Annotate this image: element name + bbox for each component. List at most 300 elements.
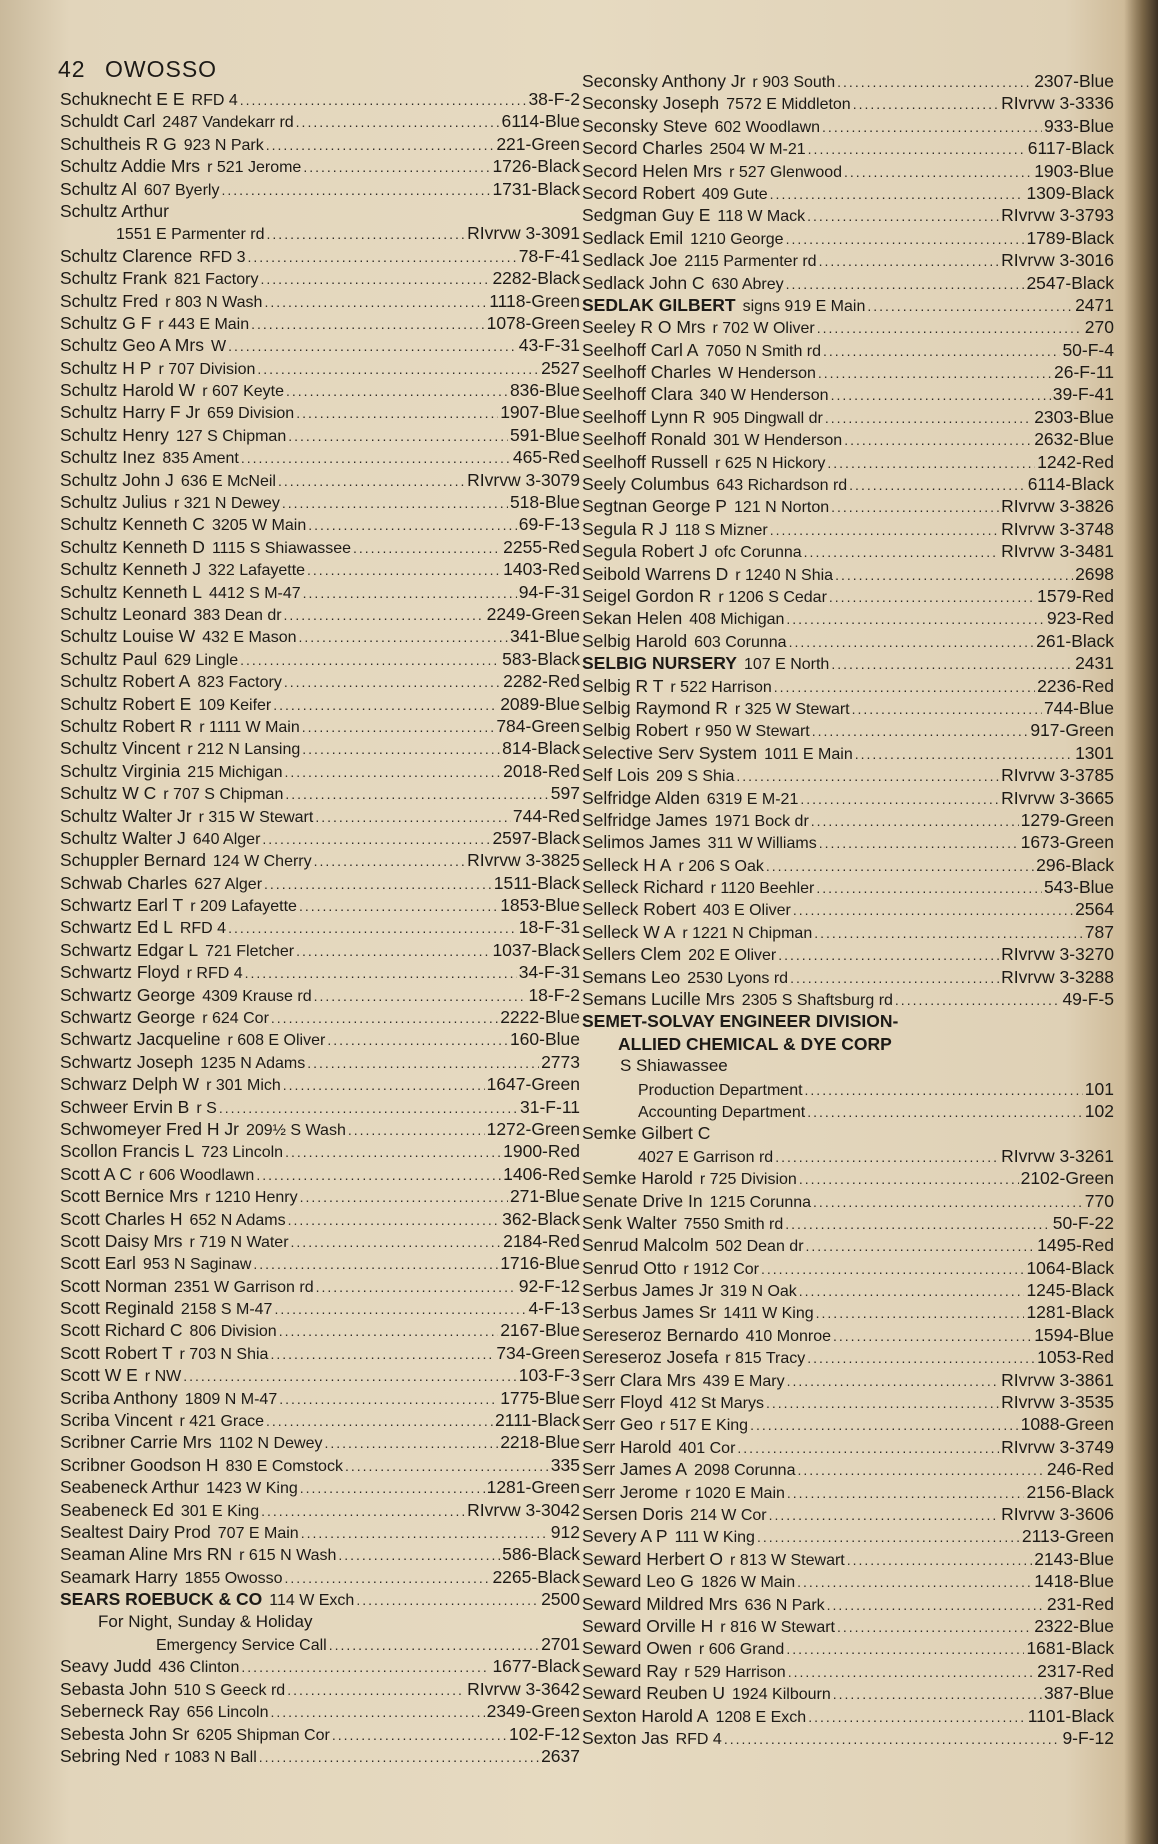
leader-dots	[296, 402, 498, 423]
listing-phone: 2500	[541, 1589, 580, 1610]
leader-dots	[262, 828, 490, 849]
listing-address: r 209 Lafayette	[190, 898, 297, 916]
leader-dots	[797, 1459, 1044, 1480]
listing-entry	[60, 1566, 580, 1588]
listing-phone: RIvrvw 3-3749	[1001, 1436, 1114, 1457]
leader-dots	[799, 1168, 1019, 1189]
leader-dots	[827, 452, 1035, 473]
listing-name: Schultz Kenneth L	[60, 581, 203, 602]
leader-dots	[786, 1638, 1024, 1659]
listing-phone: 923-Red	[1046, 608, 1114, 629]
listing-phone: 2698	[1075, 563, 1114, 584]
listing-entry	[582, 898, 1114, 920]
leader-dots	[800, 788, 999, 809]
listing-address: RFD 4	[191, 92, 238, 109]
leader-dots	[786, 273, 1025, 294]
listing-entry	[60, 961, 580, 983]
listing-address: 319 N Oak	[720, 1283, 797, 1301]
listing-name: Severy A P	[582, 1526, 668, 1547]
listing-address: 1215 Corunna	[709, 1193, 812, 1211]
listing-address: 409 Gute	[701, 185, 768, 203]
listing-name: Schultz Kenneth C	[60, 514, 205, 535]
leader-dots	[750, 1414, 1019, 1435]
leader-dots	[806, 1235, 1036, 1256]
listing-name: Schwartz Edgar L	[60, 939, 199, 960]
listing-phone: 2632-Blue	[1034, 429, 1114, 450]
listing-address: 1826 W Main	[700, 1574, 796, 1592]
listing-entry	[60, 670, 580, 692]
listing-address: r 517 E King	[660, 1417, 749, 1435]
leader-dots	[818, 362, 1052, 383]
listing-phone: 1647-Green	[486, 1074, 580, 1095]
listing-phone: 1594-Blue	[1034, 1324, 1114, 1345]
listing-name: Schultz Geo A Mrs	[60, 335, 204, 356]
leader-dots	[808, 138, 1026, 159]
listing-entry	[60, 693, 580, 715]
listing-name: Schwartz Jacqueline	[60, 1029, 221, 1050]
listing-entry	[60, 1051, 580, 1073]
listing-address: 202 E Oliver	[688, 947, 777, 965]
listing-name: Sedlack Joe	[582, 250, 678, 271]
listing-name: Schultz Virginia	[60, 760, 181, 781]
leader-dots	[785, 1213, 1050, 1234]
listing-phone: RIvrvw 3-3270	[1001, 944, 1114, 965]
listing-name: Schultz Frank	[60, 268, 167, 289]
listing-entry	[582, 182, 1114, 204]
leader-dots	[769, 1504, 1000, 1525]
listing-phone: 2322-Blue	[1034, 1615, 1114, 1636]
listing-phone: 6114-Blue	[501, 111, 580, 132]
leader-dots	[770, 183, 1025, 204]
listing-address: 2530 Lyons rd	[687, 969, 789, 987]
listing-phone: 34-F-31	[518, 962, 580, 983]
listing-address: r 903 South	[752, 74, 836, 91]
listing-name: Selleck Richard	[582, 877, 704, 898]
listing-phone: 296-Black	[1036, 854, 1114, 875]
leader-dots	[302, 716, 495, 737]
leader-dots	[279, 1388, 498, 1409]
listing-entry	[582, 1436, 1114, 1458]
listing-entry	[60, 715, 580, 737]
listing-address: RFD 4	[675, 1730, 722, 1748]
listing-entry	[582, 1391, 1114, 1413]
listing-phone: 1853-Blue	[500, 895, 580, 916]
listing-address: 602 Woodlawn	[714, 118, 821, 136]
leader-dots	[807, 1347, 1035, 1368]
listing-address: 383 Dean dr	[193, 606, 282, 624]
leader-dots	[307, 559, 501, 580]
listing-entry	[60, 782, 580, 804]
listing-name: Secord Robert	[582, 182, 695, 203]
leader-dots	[332, 1724, 507, 1745]
leader-dots	[808, 1706, 1026, 1727]
listing-address: 502 Dean dr	[715, 1238, 804, 1256]
listing-name: Schultz Inez	[60, 447, 156, 468]
listing-entry	[60, 1723, 580, 1745]
listing-name: Schultz Louise W	[60, 626, 196, 647]
listing-address: 659 Division	[207, 405, 295, 423]
listing-address: 301 E King	[180, 1502, 260, 1520]
listing-entry	[60, 155, 580, 177]
leader-dots	[240, 89, 527, 110]
listing-address: r 315 W Stewart	[198, 808, 314, 826]
listing-address: 432 E Mason	[202, 629, 297, 647]
listing-entry	[582, 540, 1114, 562]
listing-name: Segula Robert J	[582, 541, 708, 562]
listing-name: Seconsky Joseph	[582, 93, 720, 114]
listing-entry	[60, 916, 580, 938]
listing-phone: 50-F-4	[1062, 339, 1114, 360]
listing-entry	[60, 1745, 580, 1767]
listing-entry	[60, 469, 580, 491]
listing-address: 7550 Smith rd	[683, 1215, 784, 1233]
listing-name: Seward Owen	[582, 1638, 692, 1659]
leader-dots	[240, 649, 500, 670]
listing-entry	[582, 1078, 1114, 1100]
listing-entry	[582, 809, 1114, 831]
listing-name: Scott W E	[60, 1365, 138, 1386]
listing-name: Serbus James Jr	[582, 1280, 714, 1301]
listing-name: Schultz Harry F Jr	[60, 402, 201, 423]
listing-phone: RIvrvw 3-3642	[467, 1678, 580, 1699]
listing-address: r 816 W Stewart	[720, 1618, 835, 1636]
leader-dots	[829, 586, 1035, 607]
leader-dots	[228, 335, 517, 356]
listing-address: 439 E Mary	[702, 1372, 785, 1390]
listing-entry	[60, 1342, 580, 1364]
listing-name: Serr James A	[582, 1459, 688, 1480]
listing-phone: 2018-Red	[503, 760, 580, 781]
listing-name: Serr Floyd	[582, 1392, 663, 1413]
leader-dots	[817, 317, 1083, 338]
leader-dots	[844, 161, 1032, 182]
leader-dots	[853, 93, 999, 114]
listing-name: Schultz Robert R	[60, 715, 193, 736]
listing-address: 215 Michigan	[187, 763, 283, 781]
listing-address: 410 Monroe	[745, 1327, 832, 1345]
listing-name: Serr Geo	[582, 1414, 653, 1435]
listing-name: Schultz Fred	[60, 290, 159, 311]
listing-entry	[582, 1570, 1114, 1592]
listing-address: r 624 Cor	[202, 1010, 269, 1028]
listing-name: Scott Reginald	[60, 1298, 174, 1319]
listing-entry	[582, 272, 1114, 294]
listing-phone: RIvrvw 3-3042	[467, 1499, 580, 1520]
listing-address: 923 N Park	[183, 136, 264, 154]
listing-address: r 443 E Main	[158, 315, 250, 333]
listing-phone: 1279-Green	[1020, 809, 1114, 830]
listing-address: 2504 W M-21	[709, 141, 806, 159]
listing-phone: RIvrvw 3-3535	[1001, 1392, 1114, 1413]
listing-address: 4309 Krause rd	[202, 987, 312, 1005]
listing-address: 107 E North	[743, 656, 830, 674]
listing-entry	[60, 1096, 580, 1118]
listing-entry	[60, 1073, 580, 1095]
listing-name: Semans Leo	[582, 966, 681, 987]
listing-phone: 787	[1084, 921, 1114, 942]
listing-address: r 719 N Water	[189, 1233, 289, 1251]
listing-address: 905 Dingwall dr	[712, 409, 823, 427]
listing-name: Scott Robert T	[60, 1342, 173, 1363]
leader-dots	[338, 1544, 500, 1565]
leader-dots	[757, 1526, 1020, 1547]
listing-phone: 1418-Blue	[1034, 1571, 1114, 1592]
listing-phone: 1511-Black	[493, 872, 580, 893]
listing-phone: 4-F-13	[528, 1298, 580, 1319]
listing-entry	[582, 1615, 1114, 1637]
listing-entry	[582, 294, 1114, 316]
listing-entry	[60, 625, 580, 647]
listing-address: 835 Ament	[162, 450, 239, 468]
leader-dots	[296, 111, 500, 132]
listing-name: Scott A C	[60, 1163, 132, 1184]
listing-name: Selfridge James	[582, 809, 708, 830]
listing-name: Seelhoff Lynn R	[582, 406, 706, 427]
listing-name: Sebasta John	[60, 1678, 168, 1699]
leader-dots	[837, 1616, 1032, 1637]
listing-address: r 325 W Stewart	[734, 700, 850, 718]
listing-name: Segtnan George P	[582, 496, 727, 517]
listing-entry	[582, 1548, 1114, 1570]
listing-address: 436 Clinton	[158, 1659, 240, 1677]
listing-name: Senrud Malcolm	[582, 1235, 709, 1256]
listing-phone: 1064-Black	[1026, 1257, 1114, 1278]
listing-entry	[582, 1660, 1114, 1682]
leader-dots	[736, 765, 999, 786]
listing-address: 1551 E Parmenter rd	[116, 226, 265, 244]
listing-address: 1102 N Dewey	[218, 1435, 323, 1453]
leader-dots	[847, 1549, 1032, 1570]
listing-phone: 744-Blue	[1043, 697, 1114, 718]
listing-name: Selleck W A	[582, 921, 676, 942]
listing-phone: 586-Black	[502, 1544, 580, 1565]
listing-entry	[582, 1413, 1114, 1435]
listing-phone: 770	[1084, 1190, 1114, 1211]
leader-dots	[298, 626, 507, 647]
listing-address: 118 W Mack	[717, 208, 806, 226]
listing-phone: 1726-Black	[492, 156, 580, 177]
listing-name: Semans Lucille Mrs	[582, 989, 735, 1010]
leader-dots	[287, 1679, 465, 1700]
leader-dots	[816, 877, 1042, 898]
listing-address: 6205 Shipman Cor	[196, 1726, 330, 1744]
listing-address: 209½ S Wash	[245, 1121, 346, 1139]
listing-name: Semke Gilbert C	[582, 1123, 711, 1144]
listing-entry	[60, 1387, 580, 1409]
listing-address: W Henderson	[718, 365, 816, 383]
listing-name: Seamark Harry	[60, 1566, 178, 1587]
listing-address: 403 E Oliver	[702, 902, 791, 920]
leader-dots	[867, 295, 1073, 316]
listing-name: Selbig R T	[582, 675, 664, 696]
listing-subline: For Night, Sunday & Holiday	[98, 1611, 313, 1631]
listing-address: 721 Fletcher	[205, 942, 295, 960]
listing-address: r 527 Glenwood	[729, 163, 843, 181]
listing-address: 2158 S M-47	[180, 1301, 273, 1319]
listing-address: r 1120 Beehler	[710, 880, 815, 898]
leader-dots	[327, 1029, 508, 1050]
listing-entry	[60, 1028, 580, 1050]
leader-dots	[308, 514, 517, 535]
listing-name: Selimos James	[582, 832, 701, 853]
listing-name: Serr Clara Mrs	[582, 1369, 696, 1390]
listing-address: r 703 N Shia	[179, 1345, 269, 1363]
leader-dots	[786, 228, 1025, 249]
listing-phone: 31-F-11	[520, 1096, 580, 1117]
leader-dots	[221, 179, 490, 200]
listing-name: Schuknecht E E	[60, 89, 185, 109]
leader-dots	[274, 1298, 526, 1319]
listing-phone: 246-Red	[1046, 1459, 1114, 1480]
listing-name: Selective Serv System	[582, 742, 758, 763]
leader-dots	[787, 1370, 1000, 1391]
listing-entry	[582, 764, 1114, 786]
listing-entry	[60, 1230, 580, 1252]
leader-dots	[273, 694, 498, 715]
leader-dots	[283, 1074, 485, 1095]
listing-address: r 1912 Cor	[683, 1260, 759, 1278]
listing-entry	[582, 854, 1114, 876]
listing-name: Seabeneck Arthur	[60, 1477, 200, 1498]
leader-dots	[825, 407, 1032, 428]
listing-entry	[582, 339, 1114, 361]
listing-name: Sebring Ned	[60, 1745, 158, 1766]
listing-address: r 321 N Dewey	[174, 495, 280, 513]
listing-phone: 2773	[541, 1051, 580, 1072]
listing-name: Sexton Harold A	[582, 1705, 709, 1726]
listing-name: Seward Reuben U	[582, 1683, 725, 1704]
listing-name: Schwartz Ed L	[60, 917, 173, 938]
listing-phone: 912	[550, 1522, 580, 1542]
listing-name: Selbig Harold	[582, 630, 688, 651]
listing-address: 630 Abrey	[711, 275, 784, 293]
leader-dots	[895, 989, 1061, 1010]
listing-name: Schwartz Earl T	[60, 895, 184, 916]
listing-entry	[582, 137, 1114, 159]
listing-phone: 2564	[1075, 899, 1114, 920]
listing-address: ofc Corunna	[714, 544, 802, 562]
listing-name: Schuldt Carl	[60, 111, 156, 132]
leader-dots	[300, 1186, 508, 1207]
listing-entry	[60, 1275, 580, 1297]
listing-address: Accounting Department	[638, 1103, 806, 1121]
listing-phone: 2307-Blue	[1034, 71, 1114, 91]
listing-address: 603 Corunna	[694, 633, 787, 651]
listing-phone: 2303-Blue	[1034, 406, 1114, 427]
listing-name: Semke Harold	[582, 1168, 693, 1189]
listing-phone: 1681-Black	[1026, 1638, 1114, 1659]
listing-heading: ALLIED CHEMICAL & DYE CORP	[618, 1033, 892, 1054]
leader-dots	[329, 1634, 539, 1655]
listing-address: r 1020 E Main	[685, 1484, 785, 1502]
listing-entry	[582, 204, 1114, 226]
leader-dots	[241, 1656, 490, 1677]
listing-address: 1411 W King	[723, 1305, 814, 1323]
listing-name: Scott Richard C	[60, 1320, 183, 1341]
listing-phone: 231-Red	[1046, 1593, 1114, 1614]
listing-name: Scriba Anthony	[60, 1387, 178, 1408]
listing-phone: 1037-Black	[492, 939, 580, 960]
listing-address: 823 Factory	[197, 674, 282, 692]
listing-address: 2305 S Shaftsburg rd	[741, 992, 893, 1010]
listing-address: 322 Lafayette	[208, 562, 306, 580]
listing-entry	[60, 1364, 580, 1386]
leader-dots	[259, 1746, 539, 1767]
listing-entry	[60, 424, 580, 446]
listing-address: 6319 E M-21	[706, 790, 799, 808]
listing-address: 4027 E Garrison rd	[638, 1148, 774, 1166]
listing-phone: 2282-Red	[503, 671, 580, 692]
listing-name: Schwomeyer Fred H Jr	[60, 1118, 239, 1139]
listing-phone: 1309-Black	[1026, 182, 1114, 203]
listing-phone: 270	[1084, 317, 1114, 338]
leader-dots	[807, 205, 999, 226]
leader-dots	[266, 1410, 493, 1431]
listing-entry	[582, 1346, 1114, 1368]
listing-address: 2098 Corunna	[694, 1462, 796, 1480]
leader-dots	[807, 1101, 1083, 1122]
listing-phone: 1903-Blue	[1034, 160, 1114, 181]
listing-name: Selfridge Alden	[582, 787, 700, 808]
listing-entry	[582, 630, 1114, 652]
listing-name: Schultz Henry	[60, 424, 169, 445]
leader-dots	[285, 1141, 501, 1162]
listing-entry	[60, 290, 580, 312]
listing-phone: 2317-Red	[1037, 1660, 1114, 1681]
leader-dots	[833, 1325, 1032, 1346]
listing-address: r 725 Division	[699, 1171, 797, 1189]
listing-phone: 102-F-12	[508, 1723, 580, 1744]
listing-entry	[582, 406, 1114, 428]
listing-phone: 18-F-31	[518, 917, 580, 938]
listing-entry	[60, 1454, 580, 1476]
listing-entry	[582, 831, 1114, 853]
leader-dots	[770, 519, 999, 540]
listing-phone: 221-Green	[496, 133, 580, 154]
listing-phone: RIvrvw 3-3261	[1001, 1145, 1114, 1166]
leader-dots	[353, 537, 501, 558]
listing-phone: 518-Blue	[509, 492, 580, 513]
listing-phone: 1673-Green	[1020, 832, 1114, 853]
leader-dots	[348, 1119, 485, 1140]
listing-name: Sellers Clem	[582, 944, 682, 965]
listing-name: Schultz Addie Mrs	[60, 156, 201, 177]
listing-phone: RIvrvw 3-3793	[1001, 205, 1114, 226]
listing-phone: 1301	[1075, 742, 1114, 763]
listing-name: SEARS ROEBUCK & CO	[60, 1589, 263, 1610]
listing-phone: 160-Blue	[509, 1029, 580, 1050]
listing-address: RFD 4	[179, 920, 227, 938]
leader-dots	[303, 156, 490, 177]
listing-phone: 2156-Black	[1026, 1481, 1114, 1502]
listing-name: Scott Daisy Mrs	[60, 1230, 183, 1251]
listing-phone: 2184-Red	[503, 1230, 580, 1251]
listing-name: Seelhoff Carl A	[582, 339, 699, 360]
listing-entry	[60, 1252, 580, 1274]
listing-address: 111 W King	[674, 1529, 755, 1547]
listing-phone: 2089-Blue	[500, 693, 580, 714]
listing-entry	[60, 1678, 580, 1700]
listing-name: Seibold Warrens D	[582, 563, 729, 584]
listing-entry	[60, 648, 580, 670]
listing-address: 4412 S M-47	[209, 584, 301, 602]
leader-dots	[271, 1007, 498, 1028]
listing-name: Schwartz George	[60, 1007, 196, 1028]
listing-entry	[60, 133, 580, 155]
listing-address: 124 W Cherry	[212, 853, 312, 871]
listing-name: Schultz Kenneth D	[60, 536, 205, 557]
listing-address: Emergency Service Call	[156, 1636, 327, 1654]
